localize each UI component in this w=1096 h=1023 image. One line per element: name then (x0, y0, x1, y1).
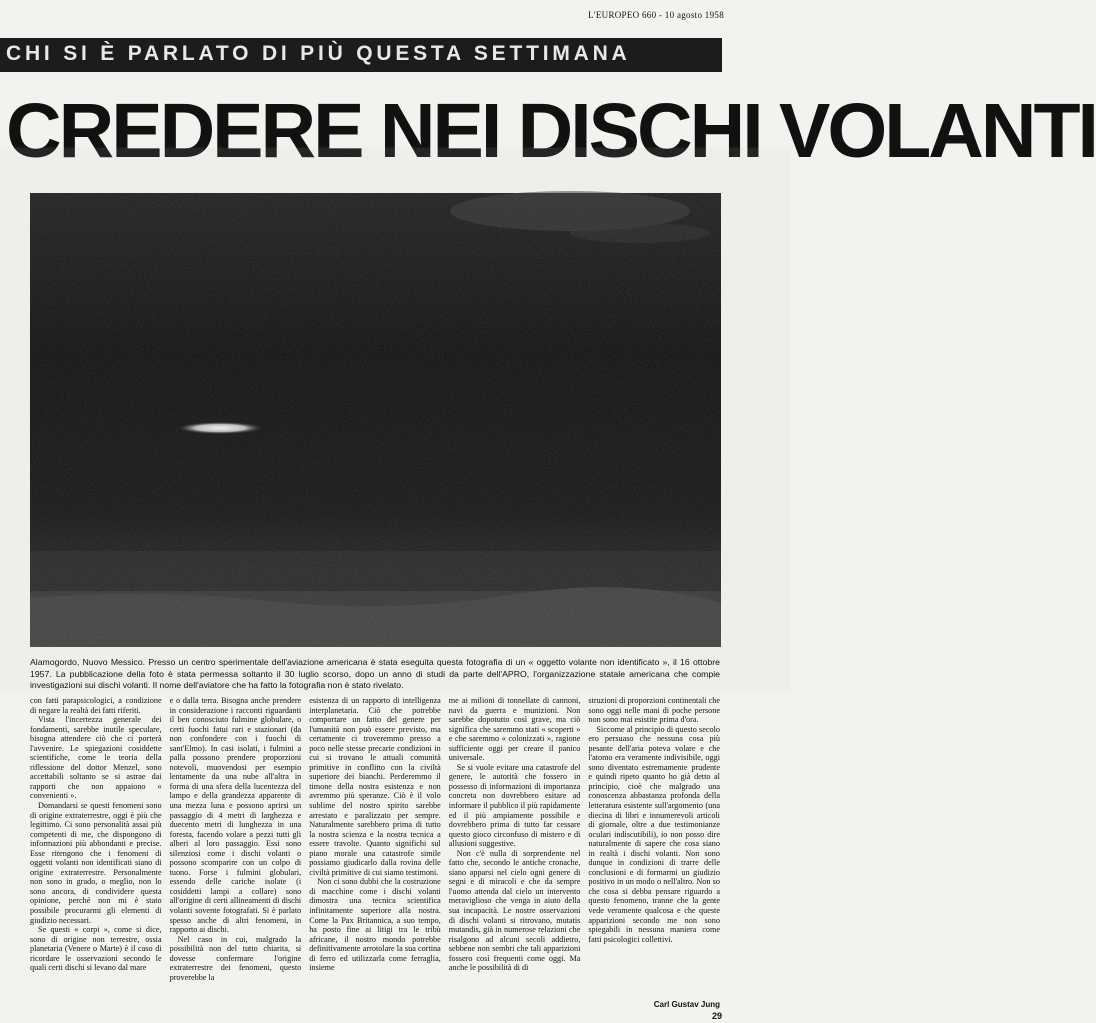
article-column-3 (309, 696, 441, 998)
paragraph: Domandarsi se questi fenomeni sono di origine extraterrestre, oggi è più che legittimo. Ci sono personalità assai più competenti di me, che dispongono di informazioni più abbondanti e precise. Esse ritengono che i fenomeni di oggetti volanti non identificati siano di origine extraterrestre. Personalmente non sono in grado, o meglio, non lo sono ancora, di condividere questa opinione, perché non mi è stato possibile procurarmi gli elementi di giudizio necessari. (30, 801, 162, 925)
article-column-4 (449, 696, 581, 998)
page-number: 29 (711, 1011, 722, 1021)
author-signature: Carl Gustav Jung (653, 1000, 720, 1009)
paragraph: me ai milioni di tonnellate di cannoni, navi da guerra e munizioni. Non sarebbe dopotutto così grave, ma ciò significa che saremmo stati « scoperti » e che saremmo « colonizzati », ragione sufficiente oggi per creare il panico universale. (448, 696, 581, 763)
paragraph: Non c'è nulla di sorprendente nel fatto che, secondo le antiche cronache, siano apparsi nel cielo ogni genere di segni e di miracoli e che da sempre l'uomo attenda dal cielo un intervento meraviglioso che venga in aiuto della sua incapacità. Le nostre osservazioni di dischi volanti si ritrovano, mutatis mutandis, già in numerose relazioni che risalgono ad alcuni secoli addietro, sebbene non sembri che tali apparizioni fossero così frequenti come oggi. Ma anche le possibilità di di (448, 848, 581, 973)
article-column-2 (170, 696, 302, 998)
paragraph: esistenza di un rapporto di intelligenza interplanetaria. Ciò che potrebbe comportare un fatto del genere per l'umanità non può essere previsto, ma certamente ci troveremmo presso a poco nelle stesse precarie condizioni in cui si trovano le attuali comunità primitive in conflitto con la civiltà superiore dei bianchi. Perderemmo il timone della nostra esistenza e non avremmo più speranze. Ciò è il volo sublime del nostro spirito sarebbe arrestato e paralizzato per sempre. Naturalmente sarebbero prima di tutto la nostra scienza e la nostra tecnica a essere travolte. Quanto significhi sul piano morale una catastrofe simile possiamo giudicarlo dalla rovina delle civiltà primitive di cui siamo testimoni. (309, 696, 441, 877)
article-body (30, 696, 720, 998)
paragraph: con fatti parapsicologici, a condizione di negare la realtà dei fatti riferiti. (30, 696, 162, 715)
paragraph: Se questi « corpi », come si dice, sono di origine non terrestre, ossia planetaria (Venere o Marte) è il caso di ricordare le osservazioni secondo le quali certi dischi si levano dal mare (30, 925, 162, 973)
article-column-5 (588, 696, 720, 998)
paragraph: Vista l'incertezza generale dei fondamenti, sarebbe inutile speculare, bisogna attendere ciò che ci porterà l'avvenire. Le spiegazioni cosiddette scientifiche, come le teoria della riflessione del dottor Menzel, sono accettabili soltanto se si astrae dai rapporti che non appaiono « convenienti ». (30, 715, 162, 801)
paragraph: e o dalla terra. Bisogna anche prendere in considerazione i racconti riguardanti il ben conosciuto fulmine globulare, o certi fuochi fatui rari e stazionari (da non confondere con i fuochi di sant'Elmo). In casi isolati, i fulmini a palla possono prendere proporzioni notevoli, muovendosi per esempio lentamente da una nube all'altra in forma di una sfera della lucentezza del lampo e della grandezza apparente di una mezza luna e possono aprirsi un passaggio di 4 metri di larghezza e duecento metri di lunghezza in una foresta, facendo volare a pezzi tutti gli alberi al loro passaggio. Essi sono silenziosi come i dischi volanti o possono scomparire con un colpo di tuono. Forse i fulmini globulari, essendo delle cariche isolate (i cosiddetti lampi a collare) sono all'origine di certi allineamenti di dischi volanti sovente fotografati. Si è parlato spesso anche di altri fenomeni, in rapporto ai dischi. (169, 696, 302, 935)
section-banner-text: CHI SI È PARLATO DI PIÙ QUESTA SETTIMANA (6, 42, 631, 65)
paragraph: Nel caso in cui, malgrado la possibilità non del tutto chiarita, si dovesse confermare l'origine extraterrestre dei fenomeni, questo proverebbe la (169, 934, 302, 982)
article-column-1 (30, 696, 162, 998)
section-banner (0, 38, 722, 72)
ufo-photograph-image (30, 193, 721, 647)
paragraph: struzioni di proporzioni continentali che sono oggi nelle mani di poche persone non sono mai esistite prima d'ora. (588, 696, 720, 725)
headline: CREDERE NEI DISCHI VOLANTI (6, 88, 1096, 174)
paragraph: Non ci sono dubbi che la costruzione di macchine come i dischi volanti dimostra una tecnica scientifica infinitamente superiore alla nostra. Come la Pax Britannica, a suo tempo, ha posto fine ai litigi tra le tribù africane, il nostro mondo potrebbe definitivamente arrotolare la sua cortina di ferro ed utilizzarla come ferraglia, insieme (309, 877, 441, 973)
masthead: L'EUROPEO 660 - 10 agosto 1958 (588, 10, 724, 20)
paragraph: Siccome al principio di questo secolo ero persuaso che nessuna cosa più pesante dell'aria poteva volare e che l'atomo era veramente indivisibile, oggi sono diventato estremamente prudente e quindi ripeto quanto ho già detto al principio, cioè che malgrado una conoscenza abbastanza profonda della letteratura esistente sull'argomento (una diecina di libri e innumerevoli articoli di giornale, oltre a due testimonianze oculari indiscutibili), io non posso dire naturalmente di sapere che cosa siano in realtà i dischi volanti. Non sono dunque in condizioni di trarre delle conclusioni e di formarmi un giudizio positivo in un modo o nell'altro. Non so che cosa si debba pensare riguardo a questo fenomeno, tranne che la gente vede veramente qualcosa e che queste apparizioni secondo me non sono spiegabili in nessuna maniera come fatti psicologici collettivi. (588, 724, 720, 944)
ufo-photograph (30, 193, 721, 647)
photo-caption: Alamogordo, Nuovo Messico. Presso un centro sperimentale dell'aviazione americana è stata eseguita questa fotografia di un « oggetto volante non identificato », il 16 ottobre 1957. La pubblicazione della foto è stata permessa soltanto il 30 luglio scorso, dopo un anno di studi da parte dell'APRO, l'organizzazione statale americana che compie investigazioni sui dischi volanti. Il nome dell'aviatore che ha fatto la fotografia non è stato rivelato. (30, 657, 720, 690)
paragraph: Se si vuole evitare una catastrofe del genere, le autorità che fossero in possesso di informazioni di importanza concreta non dovrebbero esitare ad informare il pubblico il più rapidamente ed il più ampiamente possibile e dovrebbero prima di tutto far cessare questo gioco circonfuso di mistero e di allusioni suggestive. (448, 762, 581, 849)
